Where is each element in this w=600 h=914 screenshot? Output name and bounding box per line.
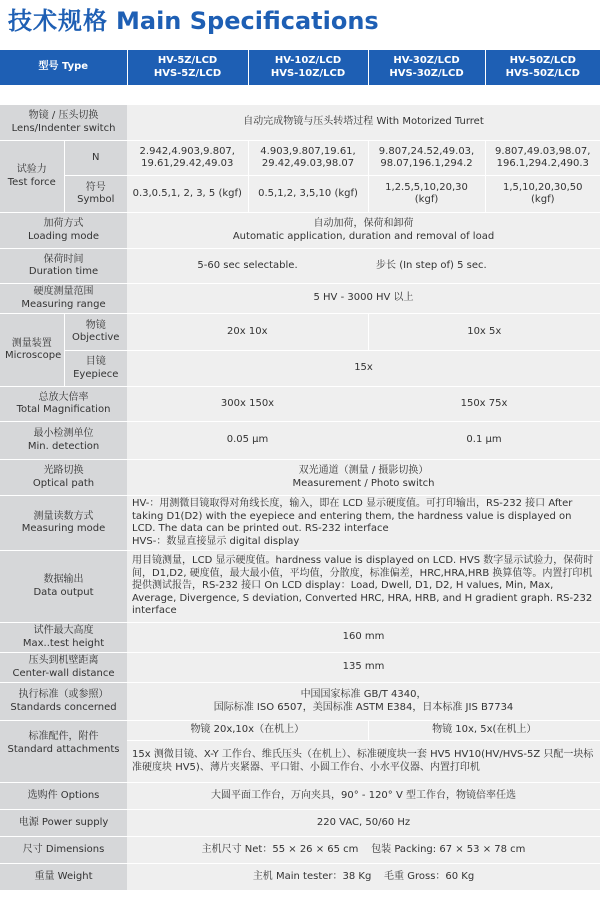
model-1a: HV-5Z/LCD (157, 55, 218, 66)
row-duration (0, 249, 600, 284)
label-range: 硬度测量范围 Measuring range (0, 284, 127, 314)
label-magnification: 总放大倍率 Total Magnification (0, 387, 127, 422)
value-attachments-text: 15x 测微目镜、X-Y 工作台、维氏压头（在机上）、标准硬度块一套 HV5 HV10(HV/HVS-5Z 只配一块标准硬度块 HV5)、薄片夹紧器、平口钳、小圆工作台、小水平仪器、内置打印机 (127, 741, 600, 783)
model-2a: HV-10Z/LCD (274, 55, 342, 66)
label-centerwall: 压头到机壁距离 Center-wall distance (0, 653, 127, 683)
value-weight: 主机 Main tester：38 Kg 毛重 Gross：60 Kg (127, 864, 600, 891)
value-measuring: HV-：用测微目镜取得对角线长度，输入，即在 LCD 显示硬度值。可打印输出，RS-232 接口 After taking D1(D2) with the eyepiece and entering them, the hardness value is displayed on LCD. The data can be printed out. RS-232 interface HVS-：数显直接显示 digital display (127, 496, 600, 551)
row-centerwall (0, 653, 600, 683)
spec-table (0, 49, 600, 891)
label-measuring: 测量读数方式 Measuring mode (0, 496, 127, 551)
row-lens (0, 105, 600, 141)
label-standards: 执行标准（或参照） Standards concerned (0, 683, 127, 721)
force-sym-3: 1,2.5,5,10,20,30 (kgf) (368, 176, 485, 213)
type-label: 型号 Type (0, 50, 127, 86)
row-dimensions (0, 837, 600, 864)
label-detection: 最小检测单位 Min. detection (0, 422, 127, 460)
force-sym-4: 1,5,10,20,30,50 (kgf) (485, 176, 600, 213)
value-duration-a: 5-60 sec selectable. (127, 249, 368, 284)
model-2b: HVS-10Z/LCD (270, 67, 346, 79)
model-col-3 (368, 50, 485, 86)
header-row (0, 50, 600, 86)
row-standards (0, 683, 600, 721)
value-optical: 双光通道（测量 / 摄影切换） Measurement / Photo switch (127, 460, 600, 496)
model-col-1 (127, 50, 248, 86)
row-force-n (0, 141, 600, 176)
label-microscope: 测量装置 Microscope (0, 314, 64, 387)
value-loading: 自动加荷，保荷和卸荷 Automatic application, duration and removal of load (127, 213, 600, 249)
row-measuring (0, 496, 600, 551)
row-eyepiece (0, 351, 600, 387)
title-en: Main Specifications (116, 7, 379, 35)
force-n-2: 4.903,9.807,19.61, 29.42,49.03,98.07 (248, 141, 368, 176)
value-attachments-a: 物镜 20x,10x（在机上） (127, 721, 368, 741)
label-eyepiece: 目镜 Eyepiece (64, 351, 127, 387)
model-col-4 (485, 50, 600, 86)
title-cn: 技术规格 (8, 7, 108, 35)
label-attachments: 标准配件，附件 Standard attachments (0, 721, 127, 783)
label-duration: 保荷时间 Duration time (0, 249, 127, 284)
value-dimensions: 主机尺寸 Net：55 × 26 × 65 cm 包装 Packing: 67 × 53 × 78 cm (127, 837, 600, 864)
value-detection-a: 0.05 μm (127, 422, 368, 460)
label-dimensions: 尺寸 Dimensions (0, 837, 127, 864)
value-options: 大圆平面工作台，万向夹具，90° - 120° V 型工作台，物镜倍率任选 (127, 783, 600, 810)
model-1b: HVS-5Z/LCD (153, 67, 222, 79)
label-maxheight: 试件最大高度 Max..test height (0, 623, 127, 653)
label-n: N (64, 141, 127, 176)
row-options (0, 783, 600, 810)
row-power (0, 810, 600, 837)
spacer-row (0, 86, 600, 105)
label-weight: 重量 Weight (0, 864, 127, 891)
row-magnification (0, 387, 600, 422)
force-n-3: 9.807,24.52,49.03, 98.07,196.1,294.2 (368, 141, 485, 176)
page-title (8, 4, 379, 38)
value-power: 220 VAC, 50/60 Hz (127, 810, 600, 837)
value-output: 用目镜测量，LCD 显示硬度值。hardness value is displayed on LCD. HVS 数字显示试验力，保荷时间，D1,D2, 硬度值，最大最小值，平均值，分散度，标准偏差，HRC,HRA,HRB 换算值等。内置打印机提供测试报告，RS-232 接口 On LCD display：Load, Dwell, D1, D2, H values, Min, Max, Average, Divergence, S deviation, Converted HRC, HRA, HRB, and H gradient graph. RS-232 interface (127, 551, 600, 623)
value-standards: 中国国家标准 GB/T 4340， 国际标准 ISO 6507，美国标准 ASTM E384，日本标准 JIS B7734 (127, 683, 600, 721)
label-objective: 物镜 Objective (64, 314, 127, 351)
row-objective (0, 314, 600, 351)
model-4a: HV-50Z/LCD (509, 55, 576, 66)
label-test-force: 试验力 Test force (0, 141, 64, 213)
row-weight (0, 864, 600, 891)
row-force-symbol (0, 176, 600, 213)
value-objective-b: 10x 5x (368, 314, 600, 351)
model-3b: HVS-30Z/LCD (389, 67, 464, 79)
row-output (0, 551, 600, 623)
label-loading: 加荷方式 Loading mode (0, 213, 127, 249)
label-lens: 物镜 / 压头切换 Lens/Indenter switch (0, 105, 127, 141)
model-4b: HVS-50Z/LCD (505, 67, 580, 79)
value-attachments-b: 物镜 10x, 5x(在机上） (368, 721, 600, 741)
model-col-2 (248, 50, 368, 86)
value-maxheight: 160 mm (127, 623, 600, 653)
row-maxheight (0, 623, 600, 653)
label-optical: 光路切换 Optical path (0, 460, 127, 496)
row-range (0, 284, 600, 314)
value-centerwall: 135 mm (127, 653, 600, 683)
label-output: 数据输出 Data output (0, 551, 127, 623)
label-power: 电源 Power supply (0, 810, 127, 837)
model-3a: HV-30Z/LCD (393, 55, 460, 66)
label-options: 选购件 Options (0, 783, 127, 810)
label-symbol: 符号 Symbol (64, 176, 127, 213)
row-loading (0, 213, 600, 249)
force-sym-1: 0.3,0.5,1, 2, 3, 5 (kgf) (127, 176, 248, 213)
value-eyepiece: 15x (127, 351, 600, 387)
force-sym-2: 0.5,1,2, 3,5,10 (kgf) (248, 176, 368, 213)
value-range: 5 HV - 3000 HV 以上 (127, 284, 600, 314)
force-n-4: 9.807,49.03,98.07, 196.1,294.2,490.3 (485, 141, 600, 176)
force-n-1: 2.942,4.903,9.807, 19.61,29.42,49.03 (127, 141, 248, 176)
value-magnification-a: 300x 150x (127, 387, 368, 422)
row-attachments-a (0, 721, 600, 741)
value-objective-a: 20x 10x (127, 314, 368, 351)
value-lens: 自动完成物镜与压头转塔过程 With Motorized Turret (127, 105, 600, 141)
value-detection-b: 0.1 μm (368, 422, 600, 460)
value-duration-b: 步长 (In step of) 5 sec. (368, 249, 600, 284)
value-magnification-b: 150x 75x (368, 387, 600, 422)
row-detection (0, 422, 600, 460)
row-optical (0, 460, 600, 496)
